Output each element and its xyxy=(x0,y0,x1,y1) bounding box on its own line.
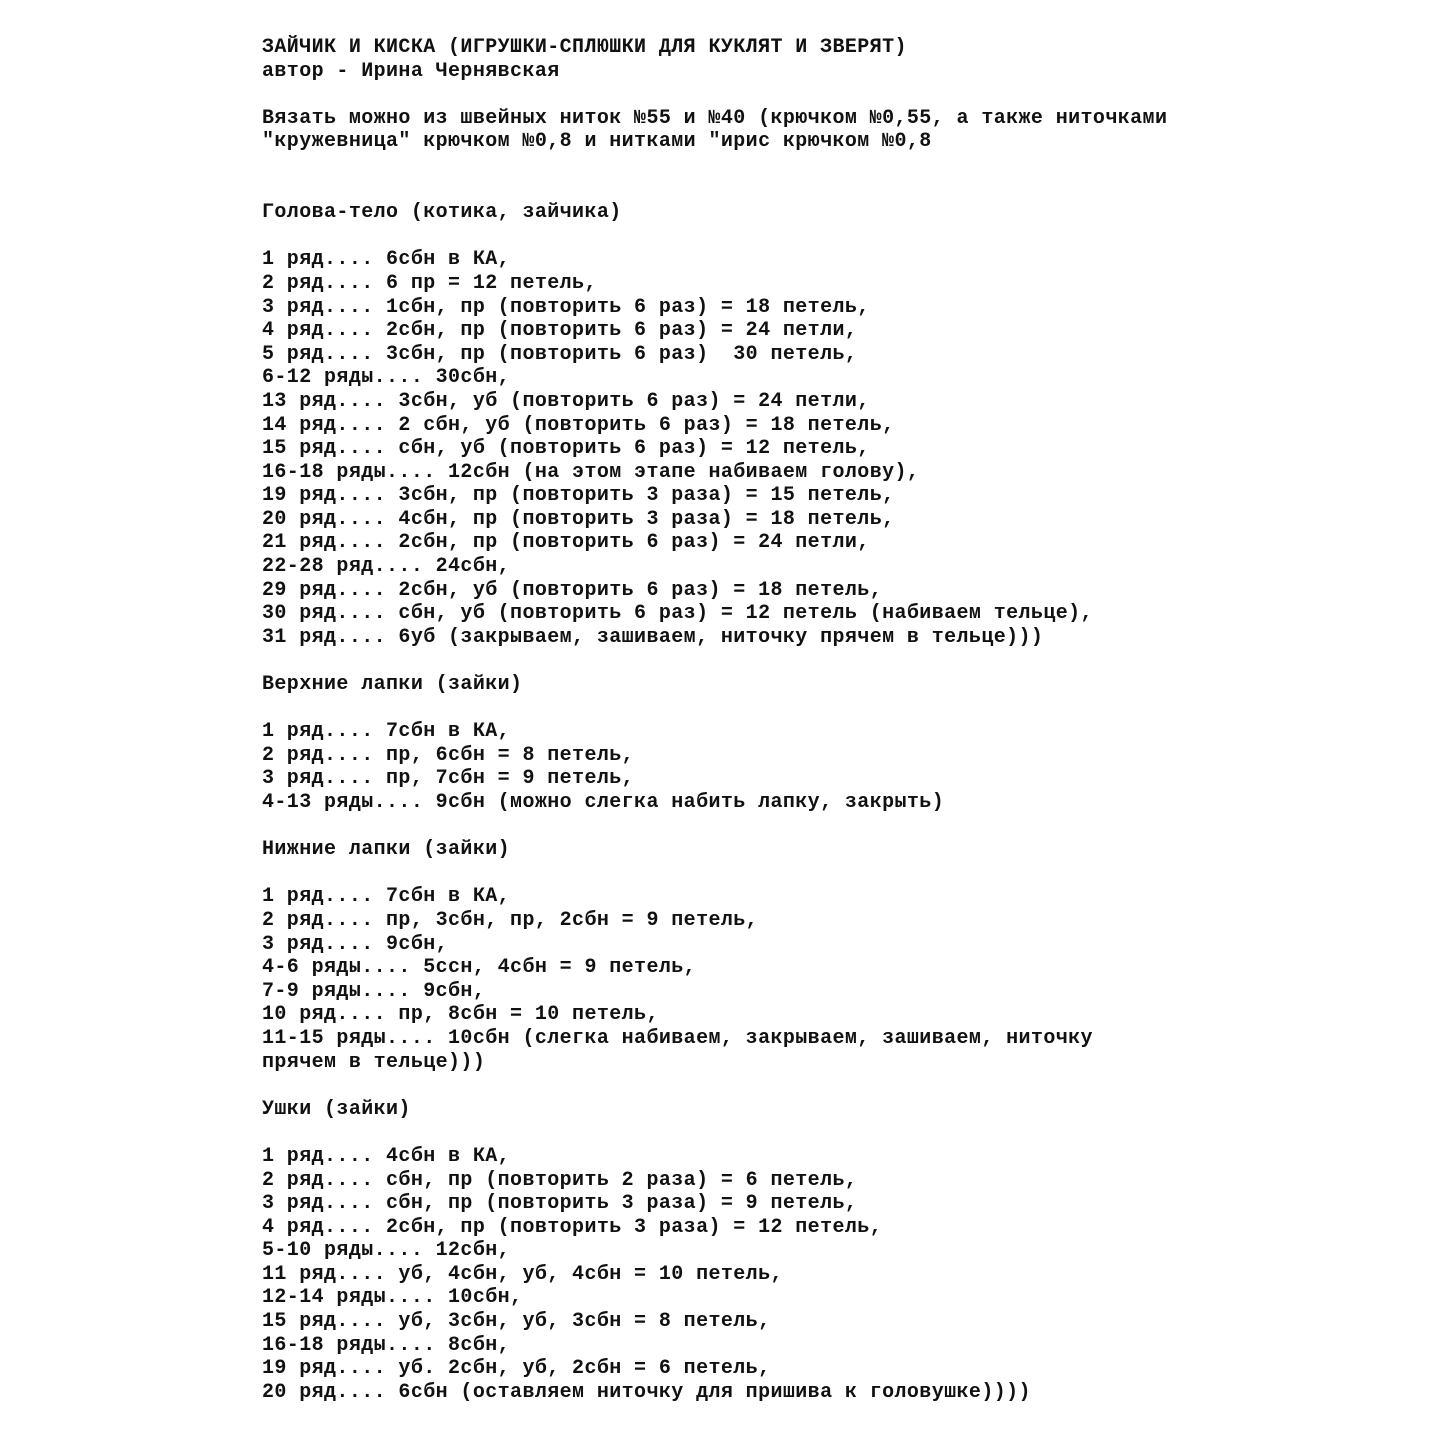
pattern-row: 20 ряд.... 4сбн, пр (повторить 3 раза) = 18 петель, xyxy=(262,507,895,531)
section-title-head-body: Голова-тело (котика, зайчика) xyxy=(262,201,622,225)
pattern-row: 19 ряд.... уб. 2сбн, уб, 2сбн = 6 петель, xyxy=(262,1357,771,1381)
pattern-row: 3 ряд.... пр, 7сбн = 9 петель, xyxy=(262,767,635,791)
spacer xyxy=(262,225,1422,249)
pattern-row: 1 ряд.... 7сбн в КА, xyxy=(262,885,511,909)
pattern-row: 21 ряд.... 2сбн, пр (повторить 6 раз) = 24 петли, xyxy=(262,531,870,555)
pattern-row: 2 ряд.... пр, 3сбн, пр, 2сбн = 9 петель, xyxy=(262,908,759,932)
pattern-row: 1 ряд.... 6сбн в КА, xyxy=(262,248,511,272)
document-page xyxy=(262,36,1422,1404)
document-title: ЗАЙЧИК И КИСКА (ИГРУШКИ-СПЛЮШКИ ДЛЯ КУКЛЯТ И ЗВЕРЯТ) xyxy=(262,36,907,59)
pattern-row: 12-14 ряды.... 10сбн, xyxy=(262,1286,523,1310)
pattern-row: 2 ряд.... 6 пр = 12 петель, xyxy=(262,271,597,295)
spacer xyxy=(262,862,1422,886)
pattern-row: 16-18 ряды.... 12сбн (на этом этапе набиваем голову), xyxy=(262,460,920,484)
pattern-row: 15 ряд.... уб, 3сбн, уб, 3сбн = 8 петель, xyxy=(262,1310,771,1334)
pattern-row: 1 ряд.... 4сбн в КА, xyxy=(262,1144,511,1168)
pattern-row: 14 ряд.... 2 сбн, уб (повторить 6 раз) = 18 петель, xyxy=(262,413,895,437)
pattern-row: 3 ряд.... 9сбн, xyxy=(262,932,449,956)
intro-line: Вязать можно из швейных ниток №55 и №40 (крючком №0,55, а также ниточками xyxy=(262,106,1168,130)
pattern-row: 13 ряд.... 3сбн, уб (повторить 6 раз) = 24 петли, xyxy=(262,389,870,413)
spacer xyxy=(262,697,1422,721)
pattern-row: 20 ряд.... 6сбн (оставляем ниточку для пришива к головушке)))) xyxy=(262,1380,1031,1404)
spacer xyxy=(262,815,1422,839)
pattern-row: 22-28 ряд.... 24сбн, xyxy=(262,555,511,579)
pattern-row: 11 ряд.... уб, 4сбн, уб, 4сбн = 10 петель, xyxy=(262,1262,783,1286)
pattern-row: 10 ряд.... пр, 8сбн = 10 петель, xyxy=(262,1003,659,1027)
pattern-row: 2 ряд.... сбн, пр (повторить 2 раза) = 6 петель, xyxy=(262,1168,858,1192)
pattern-row: 29 ряд.... 2сбн, уб (повторить 6 раз) = 18 петель, xyxy=(262,578,883,602)
pattern-row: 4 ряд.... 2сбн, пр (повторить 6 раз) = 24 петли, xyxy=(262,319,858,343)
pattern-row: 19 ряд.... 3сбн, пр (повторить 3 раза) = 15 петель, xyxy=(262,484,895,508)
pattern-row: 5-10 ряды.... 12сбн, xyxy=(262,1239,511,1263)
spacer xyxy=(262,154,1422,201)
spacer xyxy=(262,649,1422,673)
pattern-row: 4-6 ряды.... 5ссн, 4сбн = 9 петель, xyxy=(262,956,697,980)
pattern-row: 3 ряд.... сбн, пр (повторить 3 раза) = 9 петель, xyxy=(262,1192,858,1216)
spacer xyxy=(262,1074,1422,1098)
pattern-row: 16-18 ряды.... 8сбн, xyxy=(262,1333,511,1357)
pattern-row: 5 ряд.... 3сбн, пр (повторить 6 раз) 30 петель, xyxy=(262,342,858,366)
section-title-upper-paws: Верхние лапки (зайки) xyxy=(262,673,523,697)
pattern-row: 2 ряд.... пр, 6сбн = 8 петель, xyxy=(262,743,635,767)
spacer xyxy=(262,83,1422,107)
pattern-row: 30 ряд.... сбн, уб (повторить 6 раз) = 12 петель (набиваем тельце), xyxy=(262,602,1093,626)
pattern-row: 1 ряд.... 7сбн в КА, xyxy=(262,720,511,744)
pattern-row: 15 ряд.... сбн, уб (повторить 6 раз) = 12 петель, xyxy=(262,437,870,461)
document-author: автор - Ирина Чернявская xyxy=(262,59,560,83)
pattern-row: 4 ряд.... 2сбн, пр (повторить 3 раза) = 12 петель, xyxy=(262,1215,883,1239)
pattern-row: 3 ряд.... 1сбн, пр (повторить 6 раз) = 18 петель, xyxy=(262,295,870,319)
section-title-ears: Ушки (зайки) xyxy=(262,1097,411,1121)
section-title-lower-paws: Нижние лапки (зайки) xyxy=(262,838,511,862)
pattern-row: 11-15 ряды.... 10сбн (слегка набиваем, закрываем, зашиваем, ниточку xyxy=(262,1026,1093,1050)
pattern-row: прячем в тельце))) xyxy=(262,1050,486,1074)
intro-line: "кружевница" крючком №0,8 и нитками "ирис крючком №0,8 xyxy=(262,130,932,154)
pattern-row: 6-12 ряды.... 30сбн, xyxy=(262,366,511,390)
pattern-row: 4-13 ряды.... 9сбн (можно слегка набить лапку, закрыть) xyxy=(262,791,945,814)
pattern-row: 31 ряд.... 6уб (закрываем, зашиваем, ниточку прячем в тельце))) xyxy=(262,625,1044,649)
pattern-row: 7-9 ряды.... 9сбн, xyxy=(262,979,486,1003)
spacer xyxy=(262,1121,1422,1145)
